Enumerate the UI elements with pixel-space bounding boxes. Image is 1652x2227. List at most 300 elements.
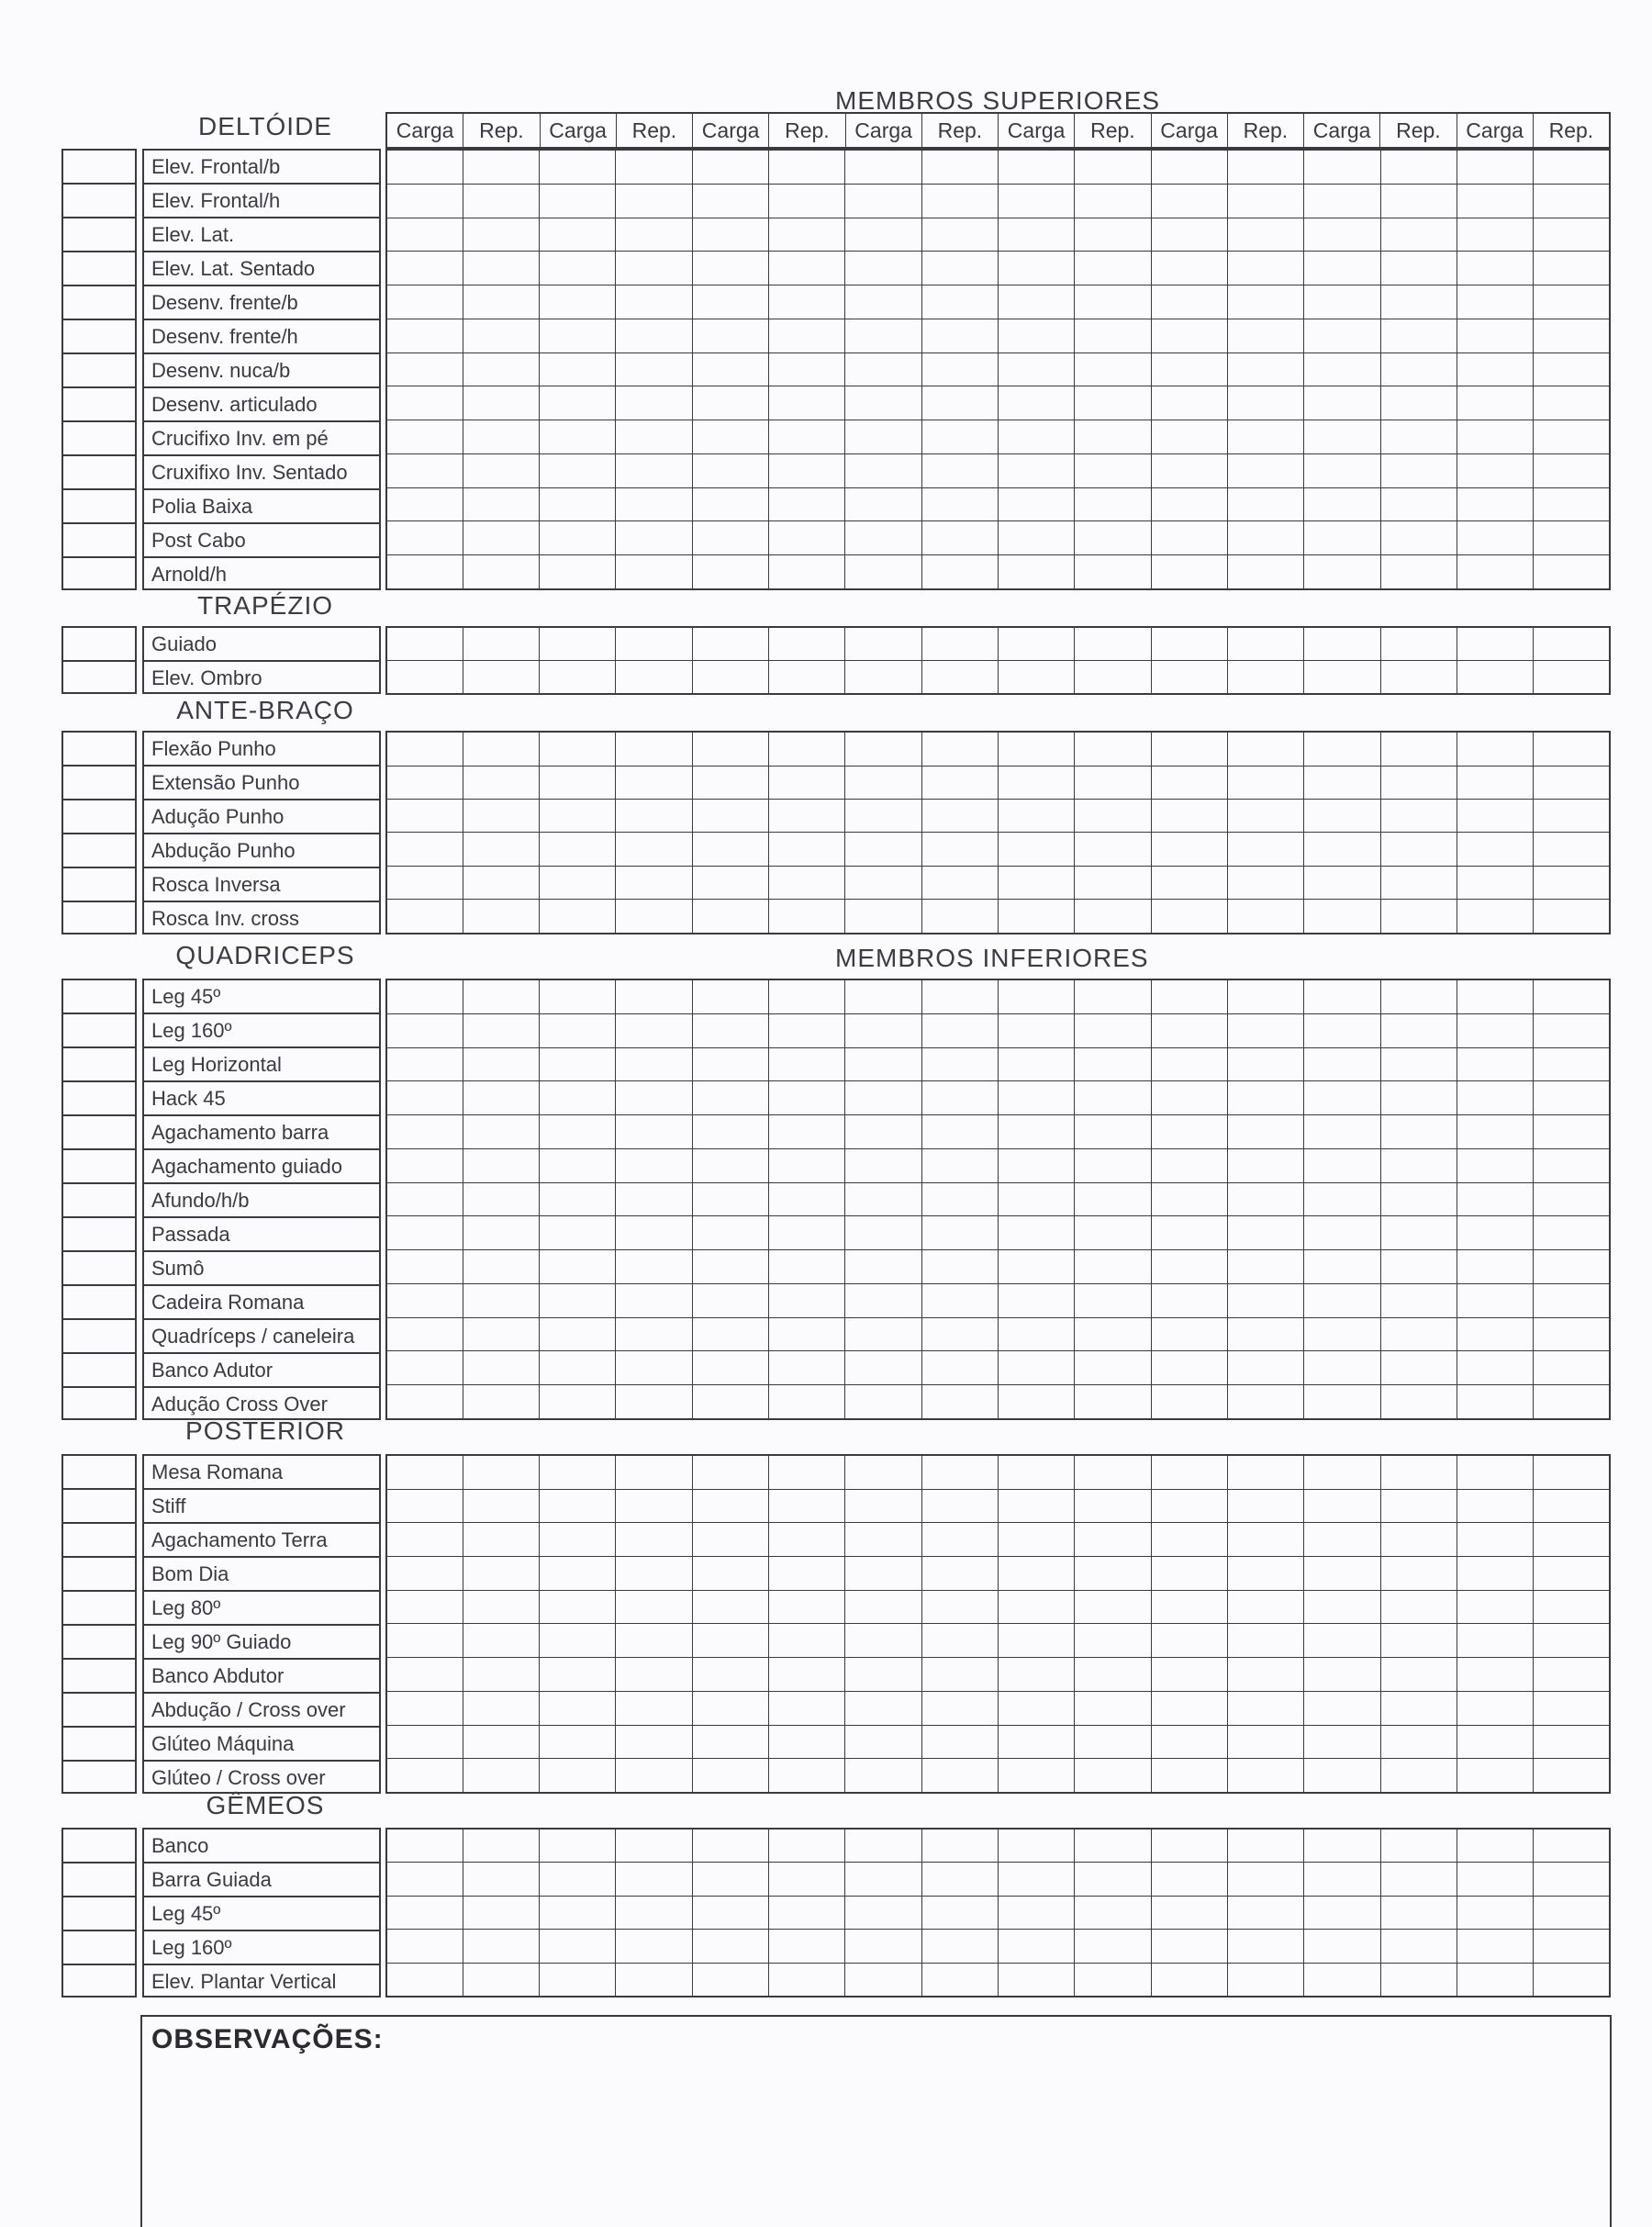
entry-cell[interactable] <box>921 1759 998 1793</box>
entry-cell[interactable] <box>463 453 539 487</box>
entry-cell[interactable] <box>999 1317 1075 1351</box>
entry-cell[interactable] <box>845 1759 921 1793</box>
entry-cell[interactable] <box>845 1557 921 1591</box>
entry-cell[interactable] <box>921 1863 998 1896</box>
entry-cell[interactable] <box>1227 1081 1303 1115</box>
entry-cell[interactable] <box>386 1896 463 1929</box>
entry-cell[interactable] <box>769 353 845 386</box>
entry-cell[interactable] <box>463 1725 539 1759</box>
entry-cell[interactable] <box>1075 833 1151 866</box>
entry-cell[interactable] <box>1227 1148 1303 1182</box>
entry-cell[interactable] <box>1075 1896 1151 1929</box>
entry-cell[interactable] <box>1534 252 1610 285</box>
entry-cell[interactable] <box>692 1283 768 1317</box>
entry-cell[interactable] <box>1227 900 1303 934</box>
entry-cell[interactable] <box>1457 521 1533 555</box>
entry-cell[interactable] <box>616 285 692 319</box>
entry-cell[interactable] <box>1304 1455 1380 1489</box>
entry-cell[interactable] <box>1151 1385 1227 1419</box>
entry-cell[interactable] <box>1227 1216 1303 1250</box>
entry-cell[interactable] <box>616 1829 692 1863</box>
entry-cell[interactable] <box>921 1283 998 1317</box>
entry-cell[interactable] <box>463 1148 539 1182</box>
check-cell[interactable] <box>63 388 135 422</box>
entry-cell[interactable] <box>1304 1182 1380 1216</box>
entry-cell[interactable] <box>1304 453 1380 487</box>
entry-cell[interactable] <box>845 1963 921 1997</box>
entry-cell[interactable] <box>1075 979 1151 1013</box>
entry-cell[interactable] <box>999 1963 1075 1997</box>
entry-cell[interactable] <box>616 1182 692 1216</box>
entry-cell[interactable] <box>999 1590 1075 1624</box>
entry-cell[interactable] <box>769 1013 845 1047</box>
entry-cell[interactable] <box>1534 555 1610 589</box>
entry-cell[interactable] <box>1457 979 1533 1013</box>
entry-cell[interactable] <box>463 1385 539 1419</box>
entry-cell[interactable] <box>1304 661 1380 695</box>
entry-cell[interactable] <box>921 661 998 695</box>
entry-cell[interactable] <box>999 252 1075 285</box>
entry-cell[interactable] <box>1151 1863 1227 1896</box>
entry-cell[interactable] <box>921 766 998 799</box>
entry-cell[interactable] <box>692 1759 768 1793</box>
check-cell[interactable] <box>63 1897 135 1931</box>
entry-cell[interactable] <box>1075 1385 1151 1419</box>
entry-cell[interactable] <box>1304 1317 1380 1351</box>
entry-cell[interactable] <box>1075 1963 1151 1997</box>
entry-cell[interactable] <box>692 979 768 1013</box>
entry-cell[interactable] <box>463 799 539 832</box>
entry-cell[interactable] <box>921 1216 998 1250</box>
entry-cell[interactable] <box>999 1725 1075 1759</box>
entry-cell[interactable] <box>845 979 921 1013</box>
entry-cell[interactable] <box>1304 1759 1380 1793</box>
entry-cell[interactable] <box>1457 627 1533 661</box>
entry-cell[interactable] <box>1534 1624 1610 1658</box>
entry-cell[interactable] <box>845 319 921 353</box>
entry-cell[interactable] <box>999 799 1075 832</box>
check-cell[interactable] <box>63 1456 135 1490</box>
entry-cell[interactable] <box>845 1658 921 1692</box>
entry-cell[interactable] <box>1075 1250 1151 1284</box>
entry-cell[interactable] <box>1534 1283 1610 1317</box>
entry-cell[interactable] <box>386 833 463 866</box>
entry-cell[interactable] <box>845 285 921 319</box>
entry-cell[interactable] <box>845 487 921 521</box>
entry-cell[interactable] <box>463 1250 539 1284</box>
entry-cell[interactable] <box>1075 900 1151 934</box>
entry-cell[interactable] <box>616 487 692 521</box>
entry-cell[interactable] <box>999 1013 1075 1047</box>
entry-cell[interactable] <box>1304 1624 1380 1658</box>
entry-cell[interactable] <box>921 1590 998 1624</box>
entry-cell[interactable] <box>540 1081 616 1115</box>
entry-cell[interactable] <box>999 150 1075 184</box>
entry-cell[interactable] <box>1227 1317 1303 1351</box>
entry-cell[interactable] <box>540 150 616 184</box>
entry-cell[interactable] <box>386 1250 463 1284</box>
entry-cell[interactable] <box>845 1489 921 1523</box>
entry-cell[interactable] <box>769 1047 845 1081</box>
entry-cell[interactable] <box>1075 1182 1151 1216</box>
entry-cell[interactable] <box>692 1523 768 1557</box>
entry-cell[interactable] <box>845 150 921 184</box>
entry-cell[interactable] <box>1457 1963 1533 1997</box>
entry-cell[interactable] <box>1227 1590 1303 1624</box>
entry-cell[interactable] <box>1227 285 1303 319</box>
entry-cell[interactable] <box>999 1930 1075 1963</box>
entry-cell[interactable] <box>692 732 768 766</box>
entry-cell[interactable] <box>999 319 1075 353</box>
entry-cell[interactable] <box>1304 184 1380 218</box>
entry-cell[interactable] <box>616 1148 692 1182</box>
entry-cell[interactable] <box>1534 1930 1610 1963</box>
entry-cell[interactable] <box>692 1385 768 1419</box>
entry-cell[interactable] <box>921 732 998 766</box>
entry-cell[interactable] <box>616 218 692 252</box>
entry-cell[interactable] <box>845 1148 921 1182</box>
entry-cell[interactable] <box>1534 521 1610 555</box>
entry-cell[interactable] <box>1534 487 1610 521</box>
entry-cell[interactable] <box>1227 218 1303 252</box>
check-cell[interactable] <box>63 1694 135 1728</box>
entry-cell[interactable] <box>1075 1351 1151 1385</box>
entry-cell[interactable] <box>1380 386 1457 420</box>
check-cell[interactable] <box>63 1320 135 1354</box>
entry-cell[interactable] <box>463 1216 539 1250</box>
entry-cell[interactable] <box>540 1963 616 1997</box>
entry-cell[interactable] <box>1151 453 1227 487</box>
entry-cell[interactable] <box>463 386 539 420</box>
entry-cell[interactable] <box>540 866 616 899</box>
entry-cell[interactable] <box>921 1489 998 1523</box>
entry-cell[interactable] <box>999 1351 1075 1385</box>
entry-cell[interactable] <box>769 1691 845 1725</box>
entry-cell[interactable] <box>1534 1759 1610 1793</box>
check-cell[interactable] <box>63 1184 135 1218</box>
entry-cell[interactable] <box>921 184 998 218</box>
entry-cell[interactable] <box>1534 661 1610 695</box>
entry-cell[interactable] <box>1457 1081 1533 1115</box>
entry-cell[interactable] <box>1304 627 1380 661</box>
entry-cell[interactable] <box>386 319 463 353</box>
entry-cell[interactable] <box>540 453 616 487</box>
entry-cell[interactable] <box>921 453 998 487</box>
entry-cell[interactable] <box>1304 1115 1380 1149</box>
entry-cell[interactable] <box>386 1047 463 1081</box>
entry-cell[interactable] <box>540 732 616 766</box>
entry-cell[interactable] <box>1075 184 1151 218</box>
check-cell[interactable] <box>63 662 135 692</box>
entry-cell[interactable] <box>616 1896 692 1929</box>
entry-cell[interactable] <box>1227 1658 1303 1692</box>
check-cell[interactable] <box>63 834 135 868</box>
entry-cell[interactable] <box>463 252 539 285</box>
check-cell[interactable] <box>63 1863 135 1897</box>
entry-cell[interactable] <box>616 1523 692 1557</box>
entry-cell[interactable] <box>999 1829 1075 1863</box>
entry-cell[interactable] <box>1151 1930 1227 1963</box>
entry-cell[interactable] <box>1457 386 1533 420</box>
entry-cell[interactable] <box>1227 1624 1303 1658</box>
entry-cell[interactable] <box>540 766 616 799</box>
entry-cell[interactable] <box>769 285 845 319</box>
entry-cell[interactable] <box>1151 627 1227 661</box>
entry-cell[interactable] <box>386 1725 463 1759</box>
entry-cell[interactable] <box>921 1523 998 1557</box>
entry-cell[interactable] <box>540 1013 616 1047</box>
entry-cell[interactable] <box>1304 1829 1380 1863</box>
check-cell[interactable] <box>63 800 135 834</box>
check-cell[interactable] <box>63 422 135 456</box>
entry-cell[interactable] <box>845 1725 921 1759</box>
entry-cell[interactable] <box>1075 799 1151 832</box>
entry-cell[interactable] <box>1457 1863 1533 1896</box>
entry-cell[interactable] <box>1151 866 1227 899</box>
entry-cell[interactable] <box>1534 1489 1610 1523</box>
entry-cell[interactable] <box>845 766 921 799</box>
entry-cell[interactable] <box>386 420 463 454</box>
check-cell[interactable] <box>63 1931 135 1965</box>
entry-cell[interactable] <box>1534 218 1610 252</box>
entry-cell[interactable] <box>463 1557 539 1591</box>
entry-cell[interactable] <box>921 218 998 252</box>
entry-cell[interactable] <box>1227 979 1303 1013</box>
entry-cell[interactable] <box>999 732 1075 766</box>
entry-cell[interactable] <box>1457 285 1533 319</box>
entry-cell[interactable] <box>463 1455 539 1489</box>
entry-cell[interactable] <box>999 555 1075 589</box>
entry-cell[interactable] <box>1380 1351 1457 1385</box>
entry-cell[interactable] <box>1075 661 1151 695</box>
entry-cell[interactable] <box>386 979 463 1013</box>
entry-cell[interactable] <box>999 420 1075 454</box>
entry-cell[interactable] <box>1151 1624 1227 1658</box>
entry-cell[interactable] <box>769 866 845 899</box>
entry-cell[interactable] <box>999 487 1075 521</box>
entry-cell[interactable] <box>999 1863 1075 1896</box>
entry-cell[interactable] <box>1457 766 1533 799</box>
entry-cell[interactable] <box>1227 1283 1303 1317</box>
entry-cell[interactable] <box>1534 1047 1610 1081</box>
entry-cell[interactable] <box>1380 799 1457 832</box>
entry-cell[interactable] <box>540 1283 616 1317</box>
entry-cell[interactable] <box>769 218 845 252</box>
entry-cell[interactable] <box>692 1148 768 1182</box>
check-cell[interactable] <box>63 524 135 558</box>
entry-cell[interactable] <box>1380 1385 1457 1419</box>
entry-cell[interactable] <box>463 1829 539 1863</box>
entry-cell[interactable] <box>1075 1624 1151 1658</box>
entry-cell[interactable] <box>463 1759 539 1793</box>
entry-cell[interactable] <box>1534 1896 1610 1929</box>
entry-cell[interactable] <box>386 1829 463 1863</box>
entry-cell[interactable] <box>1227 1863 1303 1896</box>
entry-cell[interactable] <box>1151 252 1227 285</box>
entry-cell[interactable] <box>1380 1691 1457 1725</box>
entry-cell[interactable] <box>921 1351 998 1385</box>
entry-cell[interactable] <box>1075 150 1151 184</box>
entry-cell[interactable] <box>1457 1523 1533 1557</box>
entry-cell[interactable] <box>386 555 463 589</box>
entry-cell[interactable] <box>386 1182 463 1216</box>
entry-cell[interactable] <box>1457 184 1533 218</box>
entry-cell[interactable] <box>540 1455 616 1489</box>
entry-cell[interactable] <box>1457 1047 1533 1081</box>
entry-cell[interactable] <box>1457 866 1533 899</box>
entry-cell[interactable] <box>1534 353 1610 386</box>
entry-cell[interactable] <box>1380 1624 1457 1658</box>
check-cell[interactable] <box>63 1524 135 1558</box>
entry-cell[interactable] <box>769 1658 845 1692</box>
entry-cell[interactable] <box>1227 150 1303 184</box>
entry-cell[interactable] <box>1457 319 1533 353</box>
entry-cell[interactable] <box>769 1317 845 1351</box>
entry-cell[interactable] <box>1380 1047 1457 1081</box>
entry-cell[interactable] <box>1304 1590 1380 1624</box>
entry-cell[interactable] <box>540 1590 616 1624</box>
entry-cell[interactable] <box>692 353 768 386</box>
check-cell[interactable] <box>63 1830 135 1863</box>
entry-cell[interactable] <box>1534 1216 1610 1250</box>
entry-cell[interactable] <box>616 1863 692 1896</box>
entry-cell[interactable] <box>1075 732 1151 766</box>
entry-cell[interactable] <box>463 1963 539 1997</box>
entry-cell[interactable] <box>921 1930 998 1963</box>
entry-cell[interactable] <box>1380 732 1457 766</box>
entry-cell[interactable] <box>845 1081 921 1115</box>
entry-cell[interactable] <box>1151 766 1227 799</box>
entry-cell[interactable] <box>1457 1725 1533 1759</box>
entry-cell[interactable] <box>540 627 616 661</box>
entry-cell[interactable] <box>1457 150 1533 184</box>
entry-cell[interactable] <box>616 1317 692 1351</box>
entry-cell[interactable] <box>1075 420 1151 454</box>
entry-cell[interactable] <box>540 1351 616 1385</box>
entry-cell[interactable] <box>845 252 921 285</box>
entry-cell[interactable] <box>1151 285 1227 319</box>
entry-cell[interactable] <box>616 420 692 454</box>
entry-cell[interactable] <box>540 900 616 934</box>
check-cell[interactable] <box>63 1082 135 1116</box>
entry-cell[interactable] <box>616 1725 692 1759</box>
entry-cell[interactable] <box>1075 1115 1151 1149</box>
entry-cell[interactable] <box>1534 900 1610 934</box>
entry-cell[interactable] <box>692 866 768 899</box>
entry-cell[interactable] <box>1534 1115 1610 1149</box>
entry-cell[interactable] <box>1227 1489 1303 1523</box>
entry-cell[interactable] <box>1534 1455 1610 1489</box>
entry-cell[interactable] <box>1151 420 1227 454</box>
entry-cell[interactable] <box>1457 661 1533 695</box>
entry-cell[interactable] <box>540 184 616 218</box>
entry-cell[interactable] <box>540 1557 616 1591</box>
entry-cell[interactable] <box>921 627 998 661</box>
entry-cell[interactable] <box>1534 833 1610 866</box>
entry-cell[interactable] <box>769 661 845 695</box>
entry-cell[interactable] <box>999 1658 1075 1692</box>
entry-cell[interactable] <box>1457 353 1533 386</box>
entry-cell[interactable] <box>845 732 921 766</box>
entry-cell[interactable] <box>921 1250 998 1284</box>
entry-cell[interactable] <box>1457 1557 1533 1591</box>
entry-cell[interactable] <box>540 1250 616 1284</box>
entry-cell[interactable] <box>1227 627 1303 661</box>
entry-cell[interactable] <box>463 661 539 695</box>
entry-cell[interactable] <box>463 866 539 899</box>
entry-cell[interactable] <box>1227 799 1303 832</box>
entry-cell[interactable] <box>1304 1523 1380 1557</box>
entry-cell[interactable] <box>1534 184 1610 218</box>
entry-cell[interactable] <box>1075 1283 1151 1317</box>
entry-cell[interactable] <box>1227 1557 1303 1591</box>
entry-cell[interactable] <box>386 1963 463 1997</box>
entry-cell[interactable] <box>999 1216 1075 1250</box>
entry-cell[interactable] <box>921 353 998 386</box>
entry-cell[interactable] <box>692 1829 768 1863</box>
entry-cell[interactable] <box>999 285 1075 319</box>
entry-cell[interactable] <box>463 487 539 521</box>
entry-cell[interactable] <box>1380 661 1457 695</box>
entry-cell[interactable] <box>1304 1351 1380 1385</box>
entry-cell[interactable] <box>769 150 845 184</box>
entry-cell[interactable] <box>1075 1148 1151 1182</box>
entry-cell[interactable] <box>845 353 921 386</box>
entry-cell[interactable] <box>1380 252 1457 285</box>
entry-cell[interactable] <box>463 1182 539 1216</box>
entry-cell[interactable] <box>386 627 463 661</box>
entry-cell[interactable] <box>1457 1624 1533 1658</box>
entry-cell[interactable] <box>921 866 998 899</box>
entry-cell[interactable] <box>1457 1489 1533 1523</box>
entry-cell[interactable] <box>1380 184 1457 218</box>
entry-cell[interactable] <box>692 420 768 454</box>
entry-cell[interactable] <box>692 1489 768 1523</box>
entry-cell[interactable] <box>692 285 768 319</box>
entry-cell[interactable] <box>1457 1283 1533 1317</box>
entry-cell[interactable] <box>999 900 1075 934</box>
entry-cell[interactable] <box>921 1455 998 1489</box>
entry-cell[interactable] <box>769 1590 845 1624</box>
entry-cell[interactable] <box>1227 1250 1303 1284</box>
entry-cell[interactable] <box>1457 1590 1533 1624</box>
entry-cell[interactable] <box>540 1691 616 1725</box>
entry-cell[interactable] <box>769 420 845 454</box>
entry-cell[interactable] <box>540 285 616 319</box>
entry-cell[interactable] <box>386 1557 463 1591</box>
entry-cell[interactable] <box>616 1115 692 1149</box>
entry-cell[interactable] <box>999 386 1075 420</box>
entry-cell[interactable] <box>540 1896 616 1929</box>
entry-cell[interactable] <box>1151 1590 1227 1624</box>
entry-cell[interactable] <box>999 1691 1075 1725</box>
entry-cell[interactable] <box>386 218 463 252</box>
entry-cell[interactable] <box>1380 833 1457 866</box>
entry-cell[interactable] <box>1380 150 1457 184</box>
entry-cell[interactable] <box>769 1523 845 1557</box>
entry-cell[interactable] <box>1151 979 1227 1013</box>
entry-cell[interactable] <box>1534 1351 1610 1385</box>
entry-cell[interactable] <box>692 1658 768 1692</box>
entry-cell[interactable] <box>999 1489 1075 1523</box>
entry-cell[interactable] <box>692 627 768 661</box>
entry-cell[interactable] <box>769 766 845 799</box>
entry-cell[interactable] <box>540 1489 616 1523</box>
entry-cell[interactable] <box>386 766 463 799</box>
entry-cell[interactable] <box>616 833 692 866</box>
entry-cell[interactable] <box>692 1930 768 1963</box>
entry-cell[interactable] <box>769 1489 845 1523</box>
